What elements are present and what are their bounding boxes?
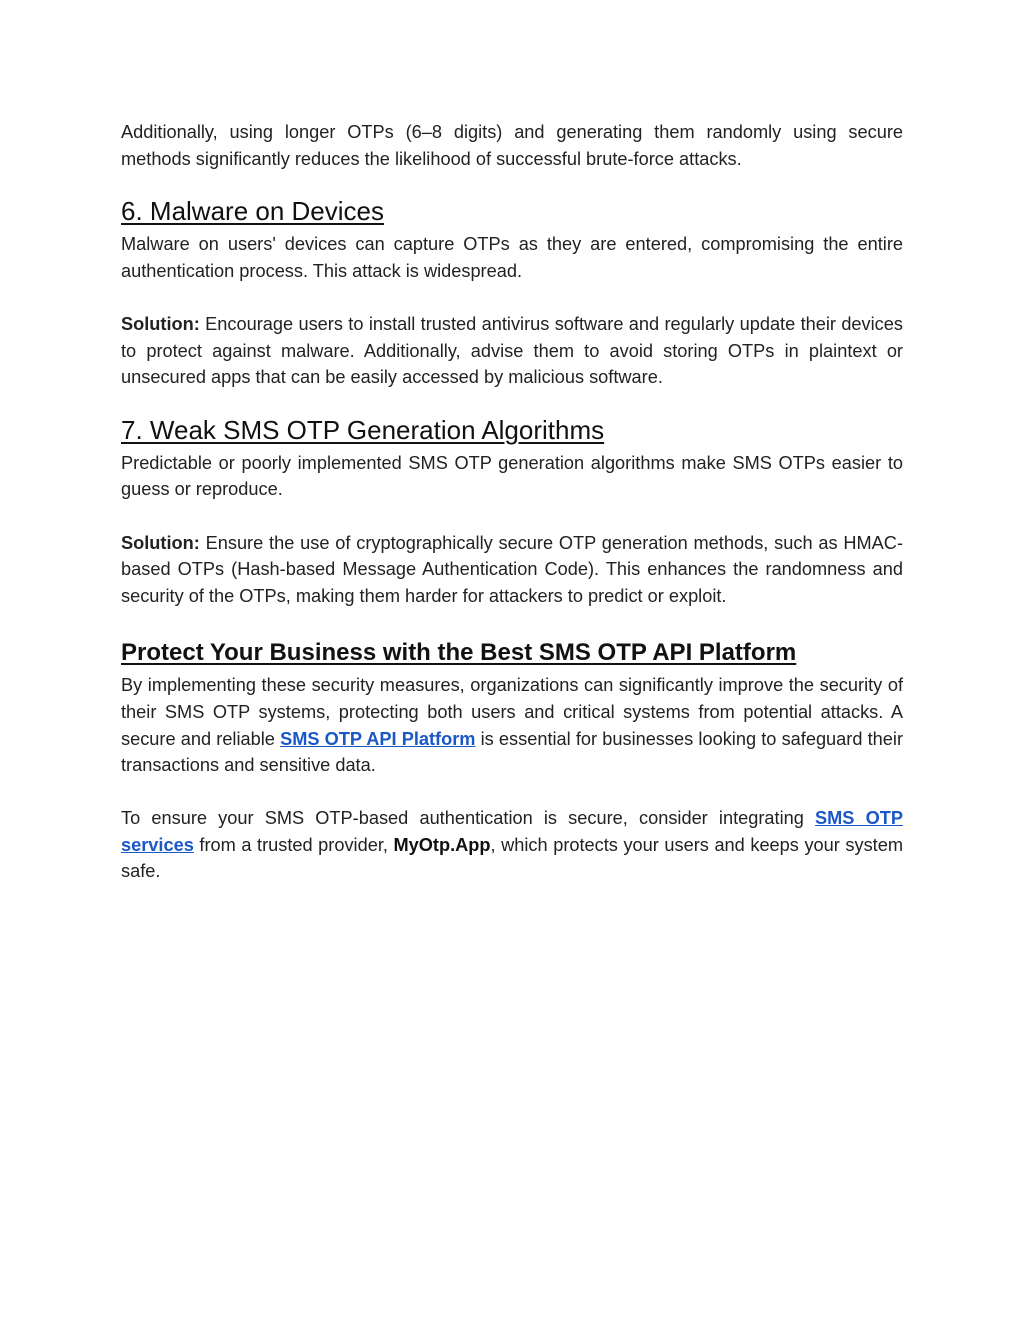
section-7-body: Predictable or poorly implemented SMS OTP generation algorithms make SMS OTPs easier to guess or reproduce.: [121, 452, 903, 500]
cta-p1-text-before: By implementing these security measures, organizations can significantly improve the security of their SMS OTP systems, protecting both users and critical systems from potential attacks. A secure and reliable: [121, 675, 903, 749]
section-6-heading: 6. Malware on Devices: [121, 196, 384, 227]
paragraph-gap: [121, 284, 903, 311]
cta-heading: Protect Your Business with the Best SMS OTP API Platform: [121, 639, 797, 667]
sms-otp-api-platform-link[interactable]: SMS OTP API Platform: [280, 728, 476, 749]
brand-name: MyOtp.App: [393, 834, 491, 855]
solution-text: Encourage users to install trusted antivirus software and regularly update their devices to protect against malware. Additionally, advise them to avoid storing OTPs in plaintext or unsecured apps that can be easily accessed by malicious software.: [121, 313, 903, 388]
sms-otp-services-link[interactable]: SMS OTP services: [121, 808, 903, 855]
cta-p2-text-middle: from a trusted provider,: [193, 834, 394, 855]
cta-paragraph-2: [121, 805, 903, 885]
paragraph-gap: [121, 503, 903, 530]
section-6-solution: [121, 311, 903, 391]
intro-paragraph: Additionally, using longer OTPs (6–8 digits) and generating them randomly using secure methods significantly reduces the likelihood of successful brute-force attacks.: [121, 122, 903, 169]
section-6-body: Malware on users' devices can capture OTPs as they are entered, compromising the entire authentication process. This attack is widespread.: [121, 234, 903, 281]
document-page: [121, 119, 903, 885]
cta-p2-text-before: To ensure your SMS OTP-based authentication is secure, consider integrating: [121, 808, 816, 829]
section-7-solution: [121, 530, 903, 610]
paragraph-gap: [121, 779, 903, 806]
cta-p2-text-after: , which protects your users and keeps your system safe.: [121, 834, 903, 882]
section-7-heading: 7. Weak SMS OTP Generation Algorithms: [121, 414, 605, 445]
cta-paragraph-1: [121, 672, 903, 778]
cta-p1-text-after: is essential for businesses looking to safeguard their transactions and sensitive data.: [121, 728, 904, 776]
solution-label: Solution:: [121, 532, 200, 553]
solution-text: Ensure the use of cryptographically secure OTP generation methods, such as HMAC-based OTPs (Hash-based Message Authentication Code). This enhances the randomness and security of the OTPs, making them harder for attackers to predict or exploit.: [121, 532, 903, 606]
solution-label: Solution:: [121, 313, 200, 334]
